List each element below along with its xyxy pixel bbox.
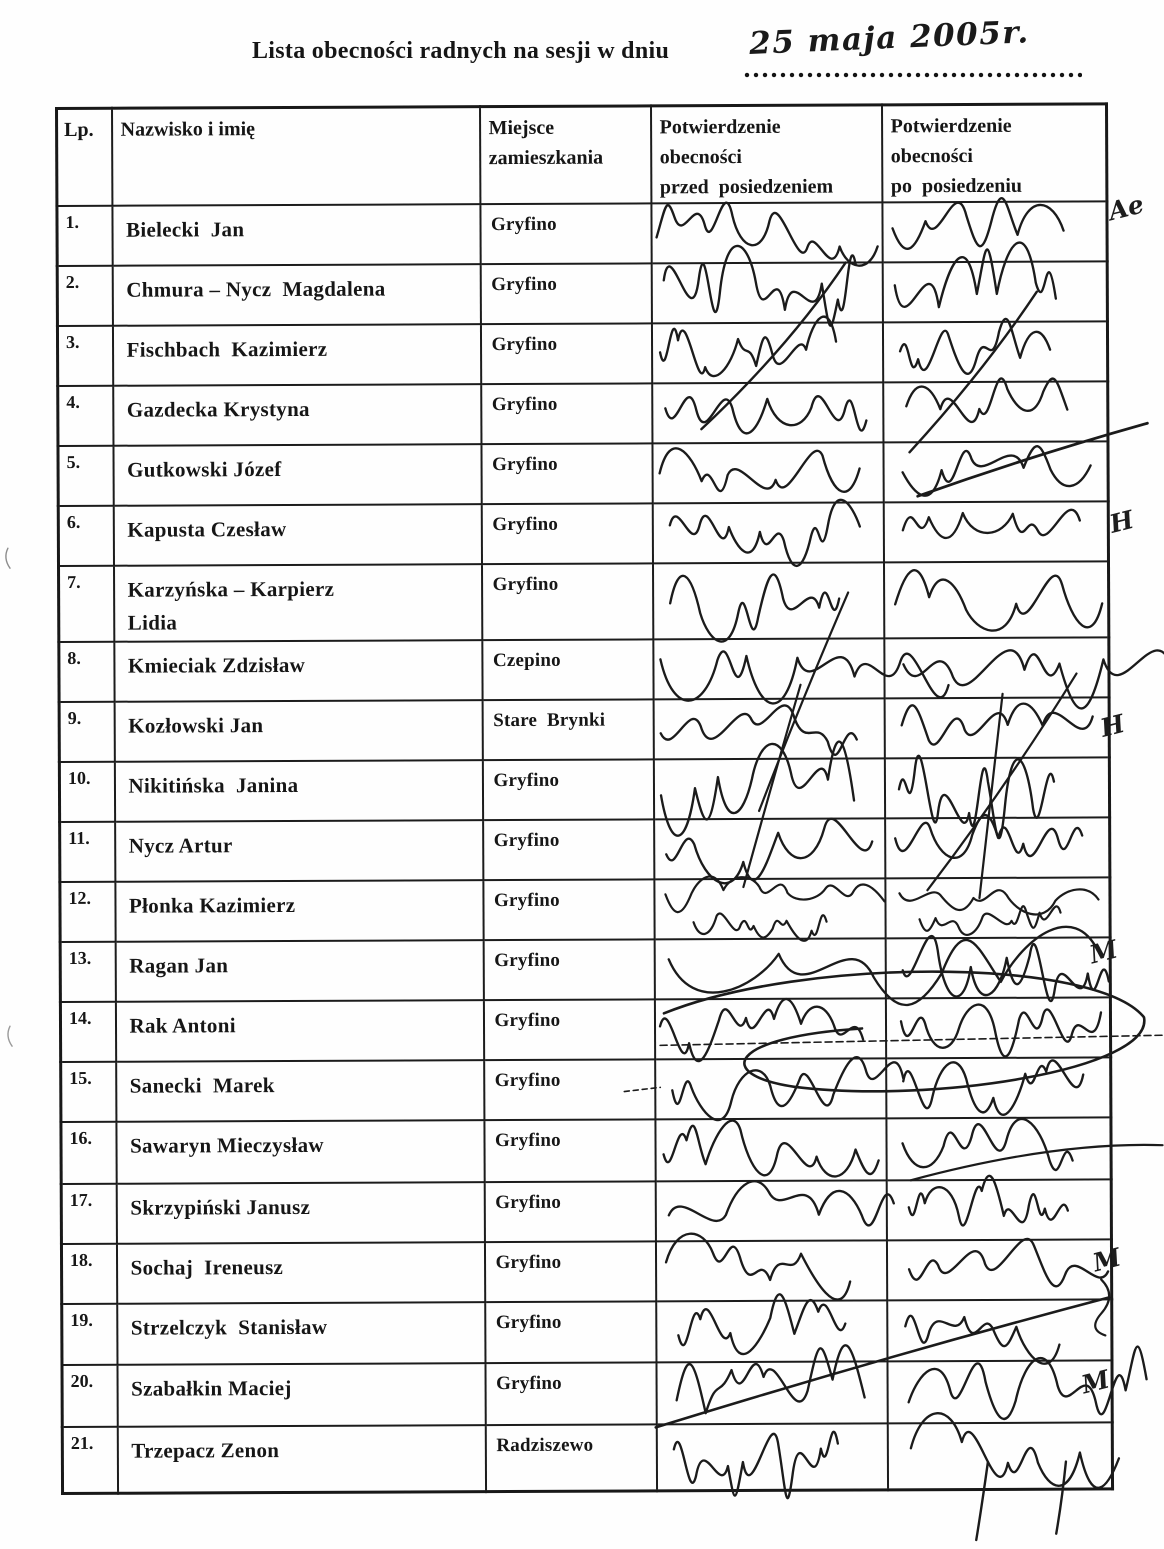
signature-after-cell <box>886 1239 1111 1300</box>
signature-before-cell <box>654 818 885 879</box>
signature-before-cell <box>654 938 885 999</box>
signature-after-cell <box>883 561 1108 638</box>
name-cell: Strzelczyk Stanisław <box>117 1302 485 1365</box>
place-cell: Gryfino <box>483 939 654 1000</box>
table-row <box>57 201 1107 266</box>
row-number-cell: 13. <box>60 942 115 1002</box>
signature-after-cell <box>887 1299 1112 1361</box>
signature-after-cell <box>882 261 1107 322</box>
signature-after-cell <box>886 1117 1111 1180</box>
page-title: Lista obecności radnych na sesji w dniu <box>252 38 670 64</box>
table-row <box>60 997 1110 1062</box>
signature-before-cell <box>653 758 884 819</box>
place-cell: Gryfino <box>483 999 654 1060</box>
name-cell: Ragan Jan <box>115 940 483 1002</box>
header-place: Miejsce zamieszkania <box>480 106 651 204</box>
table-row <box>58 381 1108 446</box>
row-number-cell: 20. <box>62 1365 117 1427</box>
row-number-cell: 17. <box>61 1184 116 1244</box>
name-cell: Skrzypiński Janusz <box>116 1182 484 1244</box>
place-cell: Gryfino <box>480 323 651 384</box>
place-cell: Gryfino <box>481 443 652 504</box>
signature-before-cell <box>651 202 882 263</box>
signature-before-cell <box>654 878 885 939</box>
table-row <box>61 1057 1111 1122</box>
attendance-table <box>55 102 1114 1494</box>
name-cell: Sawaryn Mieczysław <box>116 1120 484 1184</box>
signature-after-cell <box>885 877 1110 938</box>
margin-mark: H <box>1097 708 1128 743</box>
name-cell: Kmieciak Zdzisław <box>114 640 482 702</box>
table-row <box>59 697 1109 762</box>
table-row <box>57 321 1107 386</box>
signature-before-cell <box>651 322 882 383</box>
name-cell: Sochaj Ireneusz <box>116 1242 484 1304</box>
name-cell: Nikitińska Janina <box>114 760 482 822</box>
signature-before-cell <box>651 262 882 323</box>
row-number-cell: 4. <box>58 386 113 446</box>
name-cell: Płonka Kazimierz <box>115 880 483 942</box>
name-cell: Bielecki Jan <box>112 204 480 266</box>
signature-after-cell <box>884 697 1109 758</box>
row-number-cell: 3. <box>57 326 112 386</box>
signature-before-cell <box>653 638 884 699</box>
signature-after-cell <box>886 1057 1111 1118</box>
name-cell: Trzepacz Zenon <box>117 1425 485 1493</box>
table-row <box>59 757 1109 822</box>
signature-before-cell <box>652 502 883 563</box>
row-number-cell: 7. <box>59 566 114 642</box>
name-cell: Karzyńska – Karpierz Lidia <box>114 564 482 642</box>
place-cell: Gryfino <box>481 383 652 444</box>
table-row <box>61 1179 1111 1244</box>
table-row <box>60 817 1110 882</box>
place-cell: Gryfino <box>485 1301 656 1363</box>
header-row <box>57 104 1107 206</box>
table-row <box>58 501 1108 566</box>
place-cell: Radziszewo <box>485 1424 656 1491</box>
signature-after-cell <box>885 937 1110 998</box>
row-number-cell: 1. <box>57 206 112 266</box>
header-lp: Lp. <box>57 108 112 206</box>
signature-stroke <box>6 548 10 568</box>
name-cell: Rak Antoni <box>115 1000 483 1062</box>
margin-mark: M <box>1078 1364 1113 1400</box>
name-cell: Sanecki Marek <box>116 1060 484 1122</box>
signature-before-cell <box>655 1058 886 1119</box>
row-number-cell: 2. <box>57 266 112 326</box>
name-cell: Gazdecka Krystyna <box>113 384 481 446</box>
place-cell: Gryfino <box>481 563 652 640</box>
row-number-cell: 6. <box>58 506 113 566</box>
table-row <box>59 561 1109 642</box>
table-row <box>58 441 1108 506</box>
signature-after-cell <box>883 501 1108 562</box>
signature-before-cell <box>656 1423 887 1490</box>
signature-after-cell <box>882 321 1107 382</box>
place-cell: Gryfino <box>480 203 651 264</box>
place-cell: Gryfino <box>483 879 654 940</box>
handwritten-date: 25 maja 2005r. <box>748 14 1031 63</box>
place-cell: Stare Brynki <box>482 699 653 760</box>
name-cell: Kapusta Czesław <box>113 504 481 566</box>
header-after: Potwierdzenie obecności po posiedzeniu <box>881 104 1106 202</box>
signature-after-cell <box>882 201 1107 262</box>
row-number-cell: 21. <box>62 1427 117 1493</box>
place-cell: Gryfino <box>484 1241 655 1302</box>
place-cell: Gryfino <box>481 503 652 564</box>
row-number-cell: 19. <box>62 1304 117 1365</box>
signature-before-cell <box>652 382 883 443</box>
name-cell: Gutkowski Józef <box>113 444 481 506</box>
header-name: Nazwisko i imię <box>112 107 480 206</box>
margin-mark: M <box>1086 934 1121 970</box>
name-cell: Chmura – Nycz Magdalena <box>112 264 480 326</box>
signature-before-cell <box>655 1240 886 1301</box>
signature-before-cell <box>654 998 885 1059</box>
place-cell: Gryfino <box>484 1059 655 1120</box>
row-number-cell: 8. <box>59 642 114 702</box>
row-number-cell: 10. <box>59 762 114 822</box>
row-number-cell: 14. <box>60 1002 115 1062</box>
signature-before-cell <box>656 1361 887 1424</box>
table-row <box>59 637 1109 702</box>
signature-after-cell <box>886 1179 1111 1240</box>
row-number-cell: 9. <box>59 702 114 762</box>
row-number-cell: 12. <box>60 882 115 942</box>
signature-after-cell <box>887 1360 1112 1423</box>
signature-after-cell <box>883 441 1108 502</box>
table-row <box>61 1239 1111 1304</box>
table-row <box>57 261 1107 326</box>
table-row <box>62 1422 1112 1493</box>
signature-before-cell <box>652 442 883 503</box>
signature-before-cell <box>656 1300 887 1362</box>
place-cell: Gryfino <box>484 1181 655 1242</box>
signature-stroke <box>8 1026 12 1046</box>
signature-after-cell <box>883 381 1108 442</box>
place-cell: Gryfino <box>483 819 654 880</box>
signature-after-cell <box>887 1422 1112 1489</box>
signature-before-cell <box>655 1180 886 1241</box>
name-cell: Szabałkin Maciej <box>117 1363 485 1427</box>
place-cell: Gryfino <box>480 263 651 324</box>
place-cell: Gryfino <box>484 1119 655 1182</box>
signature-after-cell <box>884 637 1109 698</box>
margin-mark: Ae <box>1105 189 1147 227</box>
header-before: Potwierdzenie obecności przed posiedzeniem <box>651 105 882 204</box>
name-cell: Nycz Artur <box>115 820 483 882</box>
signature-before-cell <box>655 1118 886 1181</box>
margin-mark: H <box>1106 504 1137 539</box>
place-cell: Gryfino <box>485 1362 656 1425</box>
signature-before-cell <box>653 698 884 759</box>
place-cell: Gryfino <box>482 759 653 820</box>
margin-mark: M <box>1089 1242 1124 1278</box>
signature-after-cell <box>885 817 1110 878</box>
signature-after-cell <box>884 757 1109 818</box>
table-row <box>62 1299 1112 1365</box>
table-row <box>62 1360 1112 1427</box>
row-number-cell: 5. <box>58 446 113 506</box>
signature-after-cell <box>885 997 1110 1058</box>
row-number-cell: 11. <box>60 822 115 882</box>
name-cell: Kozłowski Jan <box>114 700 482 762</box>
place-cell: Czepino <box>482 639 653 700</box>
table-row <box>60 937 1110 1002</box>
row-number-cell: 18. <box>61 1244 116 1304</box>
name-cell: Fischbach Kazimierz <box>112 324 480 386</box>
table-row <box>61 1117 1111 1184</box>
signature-before-cell <box>652 562 883 639</box>
row-number-cell: 15. <box>61 1062 116 1122</box>
row-number-cell: 16. <box>61 1122 116 1184</box>
table-row <box>60 877 1110 942</box>
